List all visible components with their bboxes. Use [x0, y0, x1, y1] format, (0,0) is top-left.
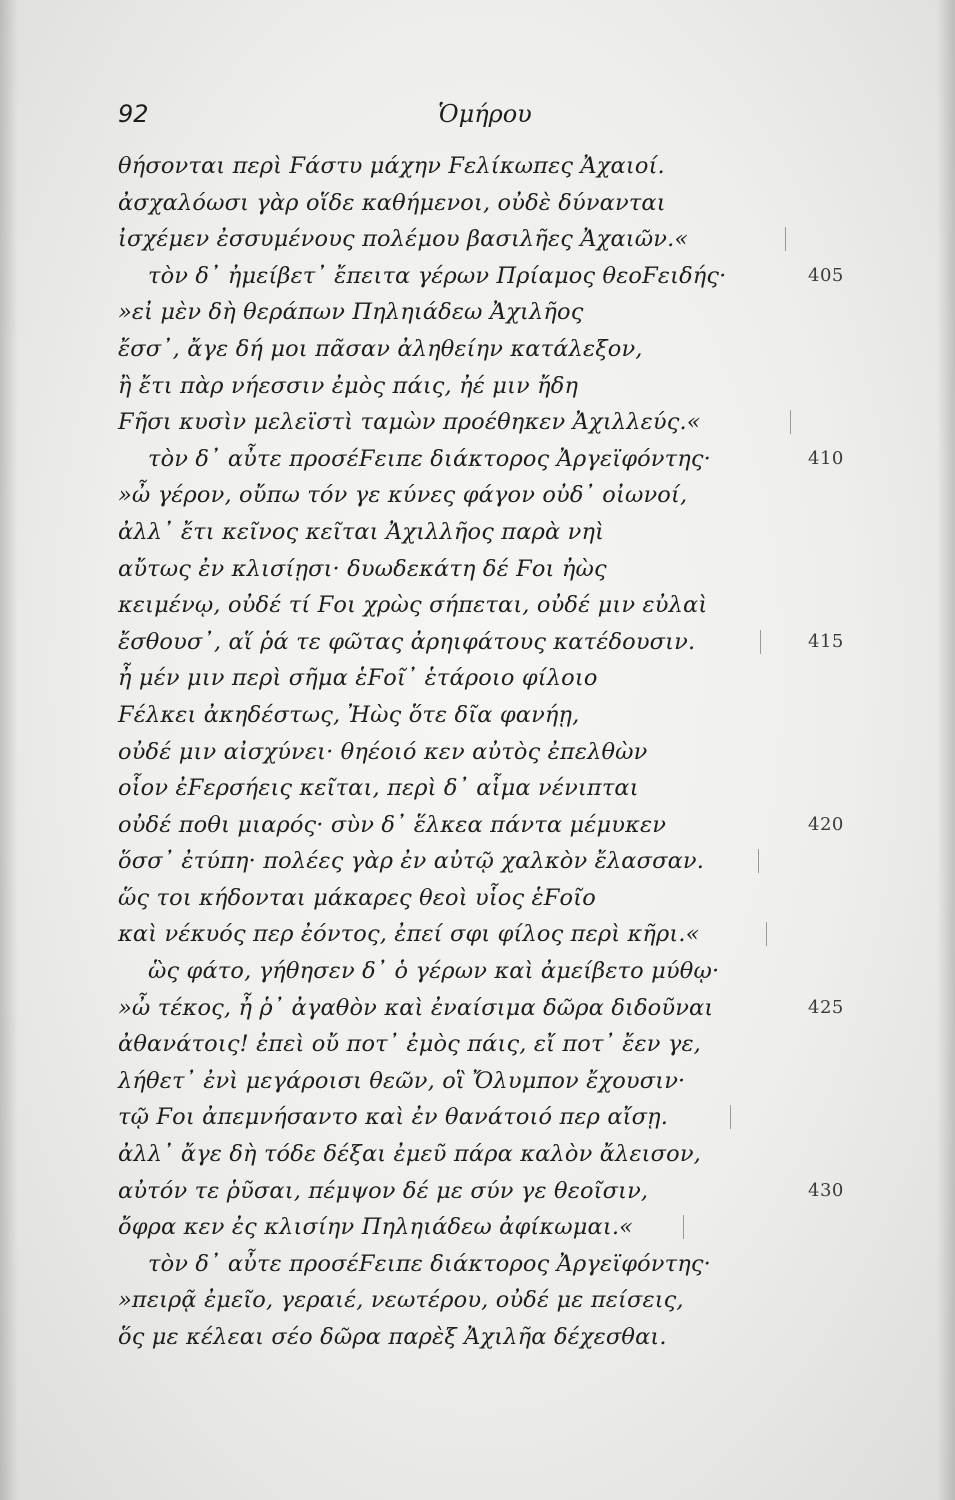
- pencil-mark: [766, 922, 767, 946]
- verse-line-text: ὣς φάτο, γήθησεν δ᾽ ὁ γέρων καὶ ἀμείβετο μύθῳ·: [148, 958, 720, 985]
- verse-line: [0, 660, 955, 697]
- verse-line-text: καὶ νέκυός περ ἐόντος, ἐπεί σφι φίλος περὶ κῆρι.«: [118, 921, 700, 948]
- verse-line-text: κειμένῳ, οὐδέ τί Ϝοι χρὼς σήπεται, οὐδέ μιν εὐλαὶ: [118, 592, 708, 619]
- verse-line-text: »πειρᾷ ἐμεῖο, γεραιέ, νεωτέρου, οὐδέ με πείσεις,: [118, 1287, 684, 1314]
- verse-line: [0, 697, 955, 734]
- line-number: 425: [808, 996, 844, 1018]
- verse-line-text: »εἰ μὲν δὴ θεράπων Πηληιάδεω Ἀχιλῆος: [118, 299, 584, 326]
- verse-line-text: ὥς τοι κήδονται μάκαρες θεοὶ υἷος ἑϜοῖο: [118, 884, 596, 911]
- verse-line-text: ἢ ἔτι πὰρ νήεσσιν ἐμὸς πάις, ἠέ μιν ἤδη: [118, 372, 579, 399]
- verse-line-text: οὐδέ μιν αἰσχύνει· θηέοιό κεν αὐτὸς ἐπελθὼν: [118, 738, 648, 765]
- verse-line: [0, 624, 955, 661]
- verse-line: [0, 916, 955, 953]
- verse-line-text: οἷον ἐϜερσήεις κεῖται, περὶ δ᾽ αἷμα νένιπται: [118, 775, 639, 802]
- verse-line-text: »ὦ γέρον, οὔπω τόν γε κύνες φάγον οὐδ᾽ οἰωνοί,: [118, 482, 688, 509]
- verse-line-text: ἔσσ᾽, ἄγε δή μοι πᾶσαν ἀληθείην κατάλεξον,: [118, 335, 643, 362]
- verse-line-text: ἀθανάτοις! ἐπεὶ οὔ ποτ᾽ ἐμὸς πάις, εἴ ποτ᾽ ἔεν γε,: [118, 1031, 701, 1058]
- verse-line: [0, 1209, 955, 1246]
- verse-line: [0, 368, 955, 405]
- verse-line-text: Ϝέλκει ἀκηδέστως, Ἠὼς ὅτε δῖα φανήῃ,: [118, 701, 580, 728]
- page-number: 92: [118, 100, 149, 128]
- verse-line-text: τῷ Ϝοι ἀπεμνήσαντο καὶ ἐν θανάτοιό περ αἴσῃ.: [118, 1104, 669, 1131]
- line-number: 415: [808, 630, 844, 652]
- verse-line-text: ἔσθουσ᾽, αἵ ῥά τε φῶτας ἀρηιφάτους κατέδουσιν.: [118, 628, 696, 655]
- verse-line-text: θήσονται περὶ Ϝάστυ μάχην Ϝελίκωπες Ἀχαιοί.: [118, 153, 665, 179]
- pencil-mark: [785, 227, 786, 251]
- verse-line: [0, 1319, 955, 1356]
- verse-line: [0, 1026, 955, 1063]
- verse-line: [0, 221, 955, 258]
- verse-line-text: ἰσχέμεν ἐσσυμένους πολέμου βασιλῆες Ἀχαιῶν.«: [118, 226, 689, 253]
- pencil-mark: [758, 849, 759, 873]
- verse-line: [0, 1063, 955, 1100]
- verse-line: [0, 441, 955, 478]
- verse-line: [0, 1282, 955, 1319]
- verse-line-text: ἀσχαλόωσι γὰρ οἵδε καθήμενοι, οὐδὲ δύνανται: [118, 189, 666, 216]
- verse-line: [0, 258, 955, 295]
- pencil-mark: [730, 1105, 731, 1129]
- verse-line: [0, 807, 955, 844]
- verse-line-text: ὅς με κέλεαι σέο δῶρα παρὲξ Ἀχιλῆα δέχεσθαι.: [118, 1324, 667, 1350]
- verse-line: [0, 404, 955, 441]
- verse-line: [0, 880, 955, 917]
- running-title: Ὁμήρου: [438, 100, 532, 128]
- line-number: 405: [808, 264, 844, 286]
- verse-line-text: τὸν δ᾽ αὖτε προσέϜειπε διάκτορος Ἀργεϊφόντης·: [148, 445, 711, 472]
- verse-line: [0, 551, 955, 588]
- verse-text-block: [0, 148, 955, 1356]
- verse-line: [0, 148, 955, 185]
- verse-line: [0, 477, 955, 514]
- page-header: [118, 100, 558, 136]
- line-number: 410: [808, 447, 844, 469]
- verse-line: [0, 953, 955, 990]
- line-number: 430: [808, 1179, 844, 1201]
- verse-line-text: αὔτως ἐν κλισίῃσι· δυωδεκάτη δέ Ϝοι ἠὼς: [118, 555, 607, 582]
- verse-line: [0, 331, 955, 368]
- verse-line-text: »ὦ τέκος, ἦ ῥ᾽ ἀγαθὸν καὶ ἐναίσιμα δῶρα διδοῦναι: [118, 994, 714, 1021]
- verse-line: [0, 1246, 955, 1283]
- verse-line-text: τὸν δ᾽ ἠμείβετ᾽ ἔπειτα γέρων Πρίαμος θεοϜειδής·: [148, 262, 727, 289]
- verse-line: [0, 514, 955, 551]
- verse-line: [0, 843, 955, 880]
- verse-line-text: αὐτόν τε ῥῦσαι, πέμψον δέ με σύν γε θεοῖσιν,: [118, 1177, 649, 1204]
- verse-line: [0, 185, 955, 222]
- verse-line-text: λήθετ᾽ ἐνὶ μεγάροισι θεῶν, οἳ Ὄλυμπον ἔχουσιν·: [118, 1067, 686, 1094]
- pencil-mark: [683, 1215, 684, 1239]
- verse-line: [0, 734, 955, 771]
- verse-line: [0, 587, 955, 624]
- pencil-mark: [760, 630, 761, 654]
- verse-line: [0, 1173, 955, 1210]
- pencil-mark: [790, 410, 791, 434]
- verse-line-text: ἦ μέν μιν περὶ σῆμα ἑϜοῖ᾽ ἑτάροιο φίλοιο: [118, 665, 598, 692]
- verse-line-text: οὐδέ ποθι μιαρός· σὺν δ᾽ ἕλκεα πάντα μέμυκεν: [118, 811, 667, 838]
- verse-line: [0, 294, 955, 331]
- verse-line-text: τὸν δ᾽ αὖτε προσέϜειπε διάκτορος Ἀργεϊφόντης·: [148, 1250, 711, 1277]
- verse-line: [0, 770, 955, 807]
- verse-line-text: ἀλλ᾽ ἔτι κεῖνος κεῖται Ἀχιλλῆος παρὰ νηὶ: [118, 518, 605, 545]
- verse-line-text: ἀλλ᾽ ἄγε δὴ τόδε δέξαι ἐμεῦ πάρα καλὸν ἄλεισον,: [118, 1141, 701, 1168]
- verse-line-text: Ϝῆσι κυσὶν μελεϊστὶ ταμὼν προέθηκεν Ἀχιλλεύς.«: [118, 409, 701, 436]
- verse-line: [0, 990, 955, 1027]
- verse-line: [0, 1099, 955, 1136]
- line-number: 420: [808, 813, 844, 835]
- verse-line-text: ὅσσ᾽ ἐτύπη· πολέες γὰρ ἐν αὐτῷ χαλκὸν ἔλασσαν.: [118, 848, 705, 875]
- verse-line: [0, 1136, 955, 1173]
- verse-line-text: ὄφρα κεν ἐς κλισίην Πηληιάδεω ἀφίκωμαι.«: [118, 1214, 634, 1241]
